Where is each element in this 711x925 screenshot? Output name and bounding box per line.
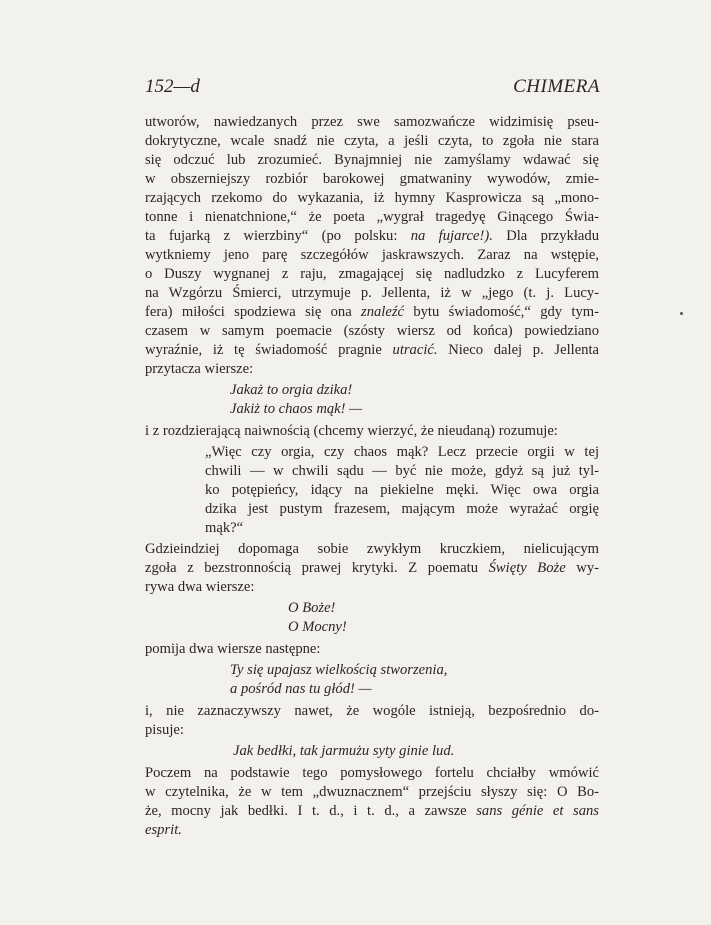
- paragraph-4: pomija dwa wiersze następne:: [145, 641, 321, 657]
- italic-fragment: utracić.: [392, 342, 438, 358]
- verse-quote-1: [145, 381, 599, 419]
- text-fragment: ta fujarką z wierzbiny“ (po polsku:: [145, 228, 411, 244]
- text-fragment: Dla przykładu: [492, 228, 599, 244]
- quote-line: ko potępieńcy, idący na piekielne męki. Więc owa orgia: [205, 482, 599, 498]
- verse-line: O Mocny!: [288, 619, 347, 635]
- text-line: tonne i nienatchnione,“ że poeta „wygrał tragedyę Ginącego Świa-: [145, 209, 599, 225]
- quote-line: chwili — w chwili sądu — być nie może, gdyż są już tyl-: [205, 463, 599, 479]
- text-line: w obszerniejszy rozbiór barokowej gmatwaniny wywodów, zmie-: [145, 171, 599, 187]
- text-line: rywa dwa wiersze:: [145, 579, 255, 595]
- text-fragment: że, mocny jak bedłki. I t. d., i t. d., a zawsze: [145, 803, 477, 819]
- verse-line: a pośród nas tu głód! —: [230, 681, 372, 697]
- body-text: [145, 113, 599, 840]
- text-line: wytkniemy jeno parę szczegółów jaskrawszych. Zaraz na wstępie,: [145, 247, 599, 263]
- text-line: pisuje:: [145, 722, 184, 738]
- text-line: [145, 559, 599, 578]
- verse-quote-2: [145, 599, 599, 637]
- italic-fragment: sans génie et sans: [476, 803, 599, 819]
- text-line: [145, 303, 599, 322]
- verse-quote-3: [145, 661, 599, 699]
- paragraph-3: [145, 540, 599, 597]
- italic-fragment: znaleźć: [361, 304, 404, 320]
- text-line: [145, 821, 599, 840]
- text-line: się odczuć lub zrozumieć. Bynajmniej nie zamyślamy wdawać się: [145, 152, 599, 168]
- italic-fragment: Święty Boże: [488, 560, 566, 576]
- page-number: 152—d: [145, 76, 200, 97]
- text-line: Poczem na podstawie tego pomysłowego fortelu chciałby wmówić: [145, 765, 599, 781]
- paragraph-1: [145, 113, 599, 379]
- text-line: przytacza wiersze:: [145, 361, 254, 377]
- text-line: [145, 227, 599, 246]
- text-fragment: bytu świadomość,“ gdy tym-: [404, 304, 599, 320]
- text-fragment: zgoła z bezstronnością prawej krytyki. Z poematu: [145, 560, 489, 576]
- text-line: Gdzieindziej dopomaga sobie zwykłym kruczkiem, nielicującym: [145, 541, 599, 557]
- verse-line: Jakiż to chaos mąk! —: [230, 401, 363, 417]
- text-line: w czytelnika, że w tem „dwuznacznem“ przejściu słyszy się: O Bo-: [145, 784, 599, 800]
- text-line: czasem w samym poemacie (szósty wiersz od końca) powiedziano: [145, 323, 599, 339]
- text-line: [145, 802, 599, 821]
- paragraph-2: i z rozdzierającą naiwnością (chcemy wierzyć, że nieudaną) rozumuje:: [145, 423, 558, 439]
- block-quote: [205, 443, 599, 538]
- quote-line: „Więc czy orgia, czy chaos mąk? Lecz przecie orgii w tej: [205, 444, 599, 460]
- ink-speck: [680, 312, 683, 315]
- verse-quote-4: [145, 742, 599, 761]
- text-line: o Duszy wygnanej z raju, zmagającej się nadludzko z Lucyferem: [145, 266, 599, 282]
- quote-line: mąk?“: [205, 520, 244, 536]
- verse-line: O Boże!: [288, 600, 336, 616]
- italic-fragment: esprit.: [145, 822, 182, 838]
- verse-line: Ty się upajasz wielkością stworzenia,: [230, 662, 448, 678]
- text-line: rzających rzekomo do wykazania, iż hymny Kasprowicza są „mono-: [145, 190, 599, 206]
- text-line: dokrytyczne, wcale snadź nie czyta, a jeśli czyta, to zgoła nie stara: [145, 133, 599, 149]
- text-line: i, nie zaznaczywszy nawet, że wogóle istnieją, bezpośrednio do-: [145, 703, 599, 719]
- text-fragment: wy-: [565, 560, 599, 576]
- text-line: na Wzgórzu Śmierci, utrzymuje p. Jellenta, iż w „jego (t. j. Lucy-: [145, 285, 599, 301]
- journal-title: CHIMERA: [513, 76, 600, 97]
- text-line: [145, 341, 599, 360]
- text-line: utworów, nawiedzanych przez swe samozwańcze widzimisię pseu-: [145, 114, 599, 130]
- text-fragment: fera) miłości spodziewa się ona: [145, 304, 362, 320]
- verse-line: Jak bedłki, tak jarmużu syty ginie lud.: [233, 743, 455, 759]
- text-fragment: wyraźnie, iż tę świadomość pragnie: [145, 342, 393, 358]
- text-fragment: Nieco dalej p. Jellenta: [437, 342, 599, 358]
- paragraph-6: [145, 764, 599, 840]
- verse-line: Jakaż to orgia dzika!: [230, 382, 353, 398]
- running-head: [145, 76, 600, 100]
- quote-line: dzika jest pustym frazesem, mającym może wyrażać orgię: [205, 501, 599, 517]
- italic-fragment: na fujarce!).: [410, 228, 493, 244]
- paragraph-5: [145, 702, 599, 740]
